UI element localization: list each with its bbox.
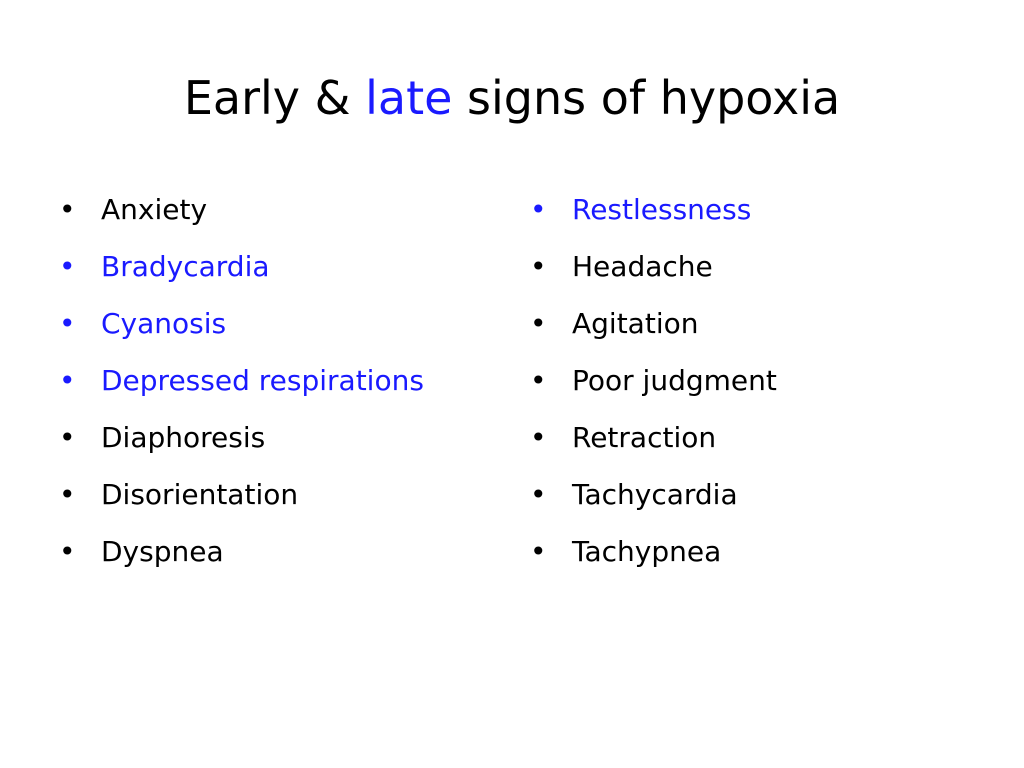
list-item: [59, 300, 424, 357]
list-item: [530, 357, 777, 414]
list-item: [59, 357, 424, 414]
list-item: [59, 186, 424, 243]
list-item: [530, 414, 777, 471]
title-text-early: Early &: [183, 71, 366, 125]
list-item: [530, 186, 777, 243]
bullet-icon: •: [59, 421, 76, 454]
list-item: [59, 243, 424, 300]
title-text-rest: signs of hypoxia: [452, 71, 841, 125]
bullet-icon: •: [530, 478, 547, 511]
bullet-icon: •: [530, 250, 547, 283]
list-item-text: Agitation: [572, 307, 699, 340]
bullet-icon: •: [530, 421, 547, 454]
list-item: [59, 471, 424, 528]
bullet-icon: •: [59, 364, 76, 397]
list-item: [59, 414, 424, 471]
list-item: [530, 471, 777, 528]
bullet-icon: •: [59, 535, 76, 568]
left-bullet-list: [59, 186, 424, 585]
list-item-text: Disorientation: [101, 478, 299, 511]
list-item-text: Tachypnea: [572, 535, 722, 568]
bullet-icon: •: [530, 364, 547, 397]
bullet-icon: •: [59, 250, 76, 283]
list-item: [530, 528, 777, 585]
bullet-icon: •: [530, 535, 547, 568]
list-item-text: Depressed respirations: [101, 364, 424, 397]
right-bullet-list: [530, 186, 777, 585]
bullet-icon: •: [59, 307, 76, 340]
list-item: [530, 300, 777, 357]
list-item-text: Retraction: [572, 421, 717, 454]
bullet-icon: •: [59, 478, 76, 511]
title-text-late: late: [365, 71, 453, 125]
list-item-text: Poor judgment: [572, 364, 777, 397]
bullet-icon: •: [59, 193, 76, 226]
list-item-text: Diaphoresis: [101, 421, 266, 454]
list-item-text: Bradycardia: [101, 250, 270, 283]
list-item-text: Dyspnea: [101, 535, 224, 568]
list-item-text: Cyanosis: [101, 307, 227, 340]
list-item-text: Headache: [572, 250, 713, 283]
bullet-icon: •: [530, 193, 547, 226]
list-item-text: Restlessness: [572, 193, 752, 226]
bullet-icon: •: [530, 307, 547, 340]
list-item: [530, 243, 777, 300]
list-item-text: Tachycardia: [572, 478, 738, 511]
list-item: [59, 528, 424, 585]
slide-title: [0, 62, 1024, 134]
list-item-text: Anxiety: [101, 193, 208, 226]
